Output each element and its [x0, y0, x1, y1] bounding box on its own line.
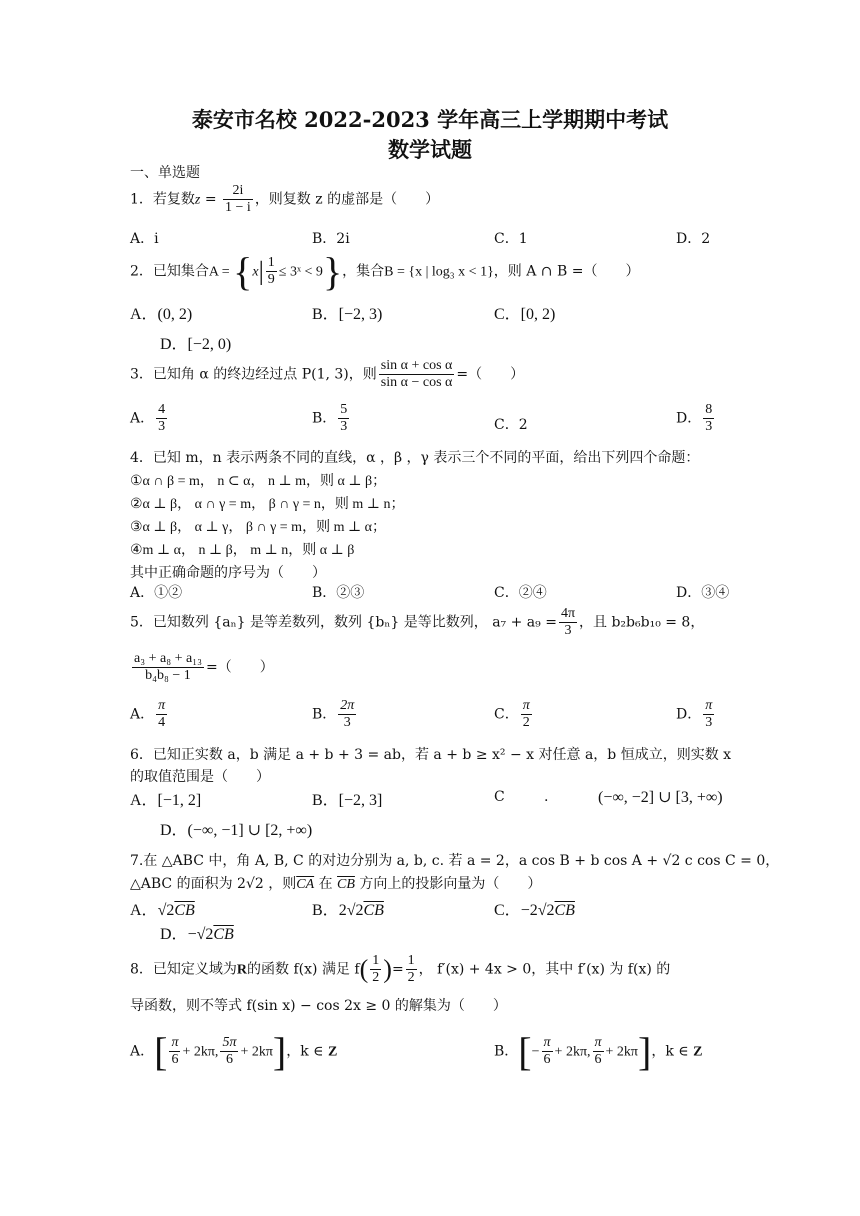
q8-b-n2: π — [593, 1035, 604, 1052]
q7-a-label: A． — [130, 902, 158, 919]
question-6-line2: 的取值范围是（ ） — [130, 769, 270, 785]
q4-option-c: C．②④ — [494, 585, 547, 601]
q2-option-a: A．(0, 2) — [130, 306, 193, 323]
q5-b-label: B． — [312, 706, 337, 723]
q8-mid3: ， f′(x) + 4x > 0，其中 f′(x) 为 f(x) 的 — [418, 961, 671, 978]
q8-b-label: B． — [494, 1043, 519, 1060]
q8-b-pre: − — [531, 1044, 540, 1060]
question-4-stem: 4．已知 m，n 表示两条不同的直线，α ，β ，γ 表示三个不同的平面，给出下列四个命题： — [130, 450, 700, 466]
q5-c-num: π — [521, 698, 532, 715]
q8-half-den: 2 — [372, 970, 380, 986]
q2-setB: B = {x | log₃ x < 1} — [384, 264, 494, 280]
q5-a-num: π — [156, 698, 167, 715]
q3-b-num: 5 — [338, 402, 349, 419]
q1-option-d: D．2 — [676, 231, 711, 247]
q3-a-den: 3 — [158, 419, 166, 435]
q5-d-frac — [703, 698, 714, 731]
q7-c-vec: $\overline{CB}$ — [554, 902, 575, 919]
q7-line2-post: 方向上的投影向量为（ ） — [354, 876, 542, 892]
q8-b-frac1 — [542, 1035, 553, 1068]
q5-a-frac — [156, 698, 167, 731]
q7-mid: 在 — [314, 876, 338, 892]
q7-d-val: −√2 — [187, 926, 214, 943]
q8-b-lbracket: [ — [518, 1029, 532, 1074]
q5-c-den: 2 — [522, 715, 530, 731]
page-title: 泰安市名校 2022-2023 学年高三上学期期中考试 — [191, 107, 669, 132]
q5-expr-fraction — [132, 651, 204, 684]
q2-post: ，则 A ∩ B =（ ） — [493, 263, 640, 280]
q5-d-num: π — [703, 698, 714, 715]
q8-b-post: ，k ∈ — [651, 1043, 694, 1060]
q2-setA-x: x — [252, 264, 259, 280]
q6-option-b: B．[−2, 3] — [312, 792, 383, 809]
q5-c-frac — [521, 698, 532, 731]
q8-rparen: ) — [383, 954, 392, 984]
q4-proposition-1: ①α ∩ β = m， n ⊂ α， n ⊥ m，则 α ⊥ β； — [130, 474, 387, 489]
q4-option-b: B．②③ — [312, 585, 365, 601]
q5-stem-pre: 5．已知数列 {aₙ} 是等差数列，数列 {bₙ} 是等比数列， a₇ + a₉ = — [130, 614, 557, 631]
q7-b-label: B． — [312, 902, 339, 919]
q3-option-c: C．2 — [494, 417, 528, 433]
q5-a-den: 4 — [158, 715, 166, 731]
q1-eq: = — [200, 191, 222, 208]
q8-a-frac2 — [220, 1035, 238, 1068]
q3-d-num: 8 — [703, 402, 714, 419]
q3-d-den: 3 — [705, 419, 713, 435]
q7-option-a — [130, 897, 195, 920]
q8-b-rbracket: ] — [638, 1029, 652, 1074]
q8-a-n2: 5π — [220, 1035, 238, 1052]
q3-d-frac — [703, 402, 714, 435]
question-2-stem — [130, 248, 639, 295]
q7-c-label: C． — [494, 902, 521, 919]
q5-d-den: 3 — [705, 715, 713, 731]
q7-a-val: √2 — [157, 902, 175, 919]
q7-d-label: D． — [160, 926, 188, 943]
question-5-stem — [130, 606, 704, 639]
question-1-stem — [130, 183, 439, 216]
q8-half-num-2: 1 — [406, 953, 417, 970]
q7-b-val: 2√2 — [338, 902, 364, 919]
q2-bar: | — [258, 256, 264, 286]
q5-option-c — [494, 698, 534, 731]
q3-num: sin α + cos α — [379, 358, 455, 375]
q2-left-brace: { — [233, 249, 253, 294]
q8-half-frac — [370, 953, 381, 986]
q3-b-label: B． — [312, 410, 337, 427]
q5-b-frac — [338, 698, 356, 731]
q5-stem-post: ，且 b₂b₆b₁₀ = 8， — [579, 614, 705, 631]
q4-proposition-4: ④m ⊥ α， n ⊥ β， m ⊥ n，则 α ⊥ β — [130, 543, 355, 558]
q2-option-b: B．[−2, 3) — [312, 306, 383, 323]
q5-d-label: D． — [676, 706, 702, 723]
q8-b-frac2 — [593, 1035, 604, 1068]
q8-a-d2: 6 — [225, 1052, 233, 1067]
q8-half-num: 1 — [370, 953, 381, 970]
q5-expression — [130, 651, 274, 684]
q8-b-end: + 2kπ — [605, 1044, 638, 1060]
question-6-line1: 6．已知正实数 a，b 满足 a + b + 3 = ab，若 a + b ≥ x² − x 对任意 a，b 恒成立，则实数 x — [130, 747, 732, 763]
q7-a-vec: $\overline{CB}$ — [174, 902, 195, 919]
q3-option-b — [312, 402, 351, 435]
q3-stem-post: =（ ） — [456, 366, 525, 383]
q5-expr-den: b₄b₈ − 1 — [145, 668, 191, 684]
q3-den: sin α − cos α — [380, 375, 453, 391]
q8-a-mid: + 2kπ, — [182, 1044, 219, 1060]
q2-right-brace: } — [322, 249, 343, 294]
q5-a-label: A． — [130, 706, 155, 723]
q7-b-vec: $\overline{CB}$ — [363, 902, 384, 919]
q3-stem-pre: 3．已知角 α 的终边经过点 P(1, 3)，则 — [130, 366, 377, 383]
q1-stem-post: ，则复数 z 的虚部是（ ） — [254, 191, 440, 208]
question-8-line1 — [130, 953, 670, 986]
q5-fraction — [559, 606, 577, 639]
q6-option-c-value: (−∞, −2] ∪ [3, +∞) — [598, 789, 723, 806]
q2-setA-pre: A = — [208, 264, 234, 280]
q1-den: 1 − i — [225, 200, 251, 216]
q3-a-label: A． — [130, 410, 155, 427]
q1-z: z — [194, 192, 201, 208]
q8-b-d2: 6 — [594, 1052, 602, 1067]
q3-a-frac — [156, 402, 167, 435]
q7-vec-ca: $\overline{CA}$ — [296, 877, 315, 892]
q4-proposition-2: ②α ⊥ β， α ∩ γ = m， β ∩ γ = n，则 m ⊥ n； — [130, 497, 405, 512]
page-subtitle: 数学试题 — [388, 137, 472, 162]
q7-line2-pre: △ABC 的面积为 2√2 ，则 — [130, 876, 297, 892]
question-3-stem — [130, 358, 524, 391]
q8-a-end: + 2kπ — [240, 1044, 273, 1060]
q2-frac-num: 1 — [266, 255, 277, 272]
q2-frac-den: 9 — [267, 272, 275, 287]
section-heading: 一、单选题 — [130, 165, 200, 181]
q7-option-d — [160, 921, 234, 944]
q2-mid: ，集合 — [342, 263, 385, 280]
q8-a-rbracket: ] — [272, 1029, 287, 1074]
q5-expr-num: a₃ + a₈ + a₁₃ — [132, 651, 204, 668]
q3-a-num: 4 — [156, 402, 167, 419]
q8-a-d1: 6 — [171, 1052, 179, 1067]
q6-option-a: A．[−1, 2] — [130, 792, 202, 809]
q3-b-den: 3 — [340, 419, 348, 435]
q8-b-Z: Z — [693, 1044, 703, 1060]
q6-option-c-dot: . — [544, 789, 549, 805]
q8-mid2: = — [391, 961, 404, 978]
q5-b-den: 3 — [343, 715, 351, 731]
q8-option-b — [494, 1028, 702, 1075]
q8-a-n1: π — [169, 1035, 180, 1052]
q7-d-vec: $\overline{CB}$ — [213, 926, 234, 943]
q3-option-a — [130, 402, 169, 435]
q8-half-den-2: 2 — [407, 970, 415, 986]
q8-half-frac-2 — [406, 953, 417, 986]
q8-a-frac1 — [169, 1035, 180, 1068]
q5-option-d — [676, 698, 716, 731]
q1-option-a: A．i — [130, 231, 159, 247]
q2-option-c: C．[0, 2) — [494, 306, 556, 323]
q4-ask: 其中正确命题的序号为（ ） — [130, 565, 326, 581]
q3-fraction — [379, 358, 455, 391]
q8-option-a — [130, 1028, 337, 1075]
q8-a-post: ，k ∈ — [286, 1043, 328, 1060]
question-7-line1: 7.在 △ABC 中，角 A, B, C 的对边分别为 a, b, c. 若 a = 2，a cos B + b cos A + √2 c cos C = 0， — [130, 853, 780, 869]
q8-b-mid: + 2kπ, — [554, 1044, 591, 1060]
q5-frac-den: 3 — [564, 623, 572, 639]
q5-frac-num: 4π — [559, 606, 577, 623]
q8-lparen: ( — [359, 954, 369, 984]
q2-setA-rest: ≤ 3ˣ < 9 — [278, 264, 323, 280]
q7-c-val: −2√2 — [520, 902, 555, 919]
q5-option-a — [130, 698, 169, 731]
q6-option-d: D．(−∞, −1] ∪ [2, +∞) — [160, 822, 313, 839]
q1-option-c: C．1 — [494, 231, 528, 247]
q8-b-d1: 6 — [543, 1052, 551, 1067]
q2-fraction — [266, 255, 277, 288]
q2-stem-pre: 2．已知集合 — [130, 263, 209, 280]
q8-R: R — [236, 962, 248, 978]
q6-option-c-label: C — [494, 789, 505, 805]
question-8-line2: 导函数，则不等式 f(sin x) − cos 2x ≥ 0 的解集为（ ） — [130, 998, 507, 1014]
q4-proposition-3: ③α ⊥ β， α ⊥ γ， β ∩ γ = m，则 m ⊥ α； — [130, 520, 386, 535]
q2-option-d: D．[−2, 0) — [160, 336, 232, 353]
q8-mid1: 的函数 f(x) 满足 f — [247, 961, 360, 978]
q1-stem-pre: 1．若复数 — [130, 191, 195, 208]
q1-fraction — [223, 183, 253, 216]
q1-num: 2i — [223, 183, 253, 200]
q8-b-n1: π — [542, 1035, 553, 1052]
q8-a-label: A． — [130, 1043, 155, 1060]
q5-expr-post: =（ ） — [205, 659, 274, 676]
q5-option-b — [312, 698, 358, 731]
q7-option-c — [494, 897, 575, 920]
q4-option-a: A．①② — [130, 585, 183, 601]
q5-c-label: C． — [494, 706, 519, 723]
q3-d-label: D． — [676, 410, 702, 427]
q8-a-lbracket: [ — [154, 1029, 168, 1074]
q8-a-Z: Z — [328, 1044, 338, 1060]
q3-option-d — [676, 402, 716, 435]
q5-b-num: 2π — [338, 698, 356, 715]
q4-option-d: D．③④ — [676, 585, 730, 601]
q7-vec-cb: $\overline{CB}$ — [337, 877, 355, 892]
q8-pre: 8．已知定义域为 — [130, 961, 237, 978]
q3-b-frac — [338, 402, 349, 435]
q7-option-b — [312, 897, 384, 920]
q1-option-b: B．2i — [312, 231, 350, 247]
question-7-line2 — [130, 873, 541, 893]
